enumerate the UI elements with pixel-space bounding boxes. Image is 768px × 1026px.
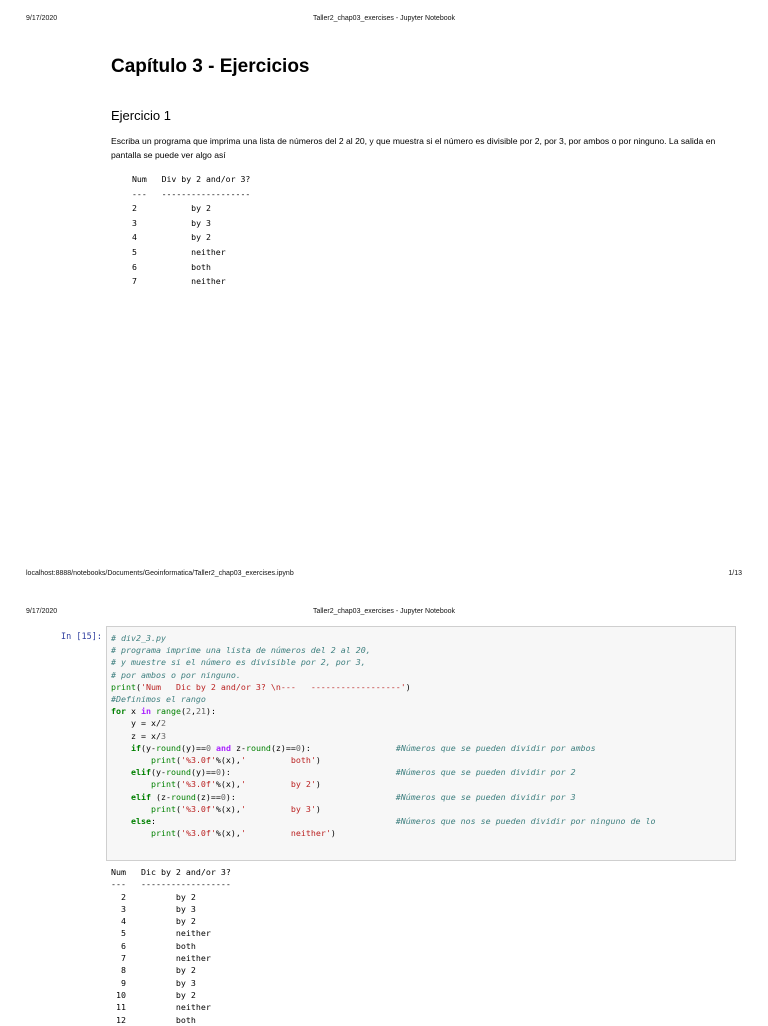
exercise-heading: Ejercicio 1 [111,108,171,123]
code-line: print('Num Dic by 2 and/or 3? \n--- ------------------') [111,681,411,692]
code-line: elif(y-round(y)==0): #Números que se pueden dividir por 2 [130,767,576,778]
code-line: # div2_3.py [111,633,166,643]
code-line: elif (z-round(z)==0): #Números que se pueden dividir por 3 [130,791,576,802]
print-url: localhost:8888/notebooks/Documents/Geoinformatica/Taller2_chap03_exercises.ipynb [26,570,294,577]
code-cell[interactable] [106,626,736,861]
code-line: # por ambos o por ninguno. [111,669,241,680]
page-number: 1/13 [728,570,742,577]
code-line: print('%3.0f'%(x),' neither') [150,828,336,839]
code-line: print('%3.0f'%(x),' by 2') [150,779,321,790]
example-output: Num Div by 2 and/or 3? --- ------------------ 2 by 2 3 by 3 4 by 2 5 neither 6 both 7 neither [132,174,251,287]
code-editor[interactable] [111,632,655,839]
code-line: for x in range(2,21): [111,706,216,717]
cell-prompt: In [15]: [61,632,102,642]
print-date: 9/17/2020 [26,15,58,22]
cell-output: Num Dic by 2 and/or 3? --- ------------------ 2 by 2 3 by 3 4 by 2 5 neither 6 both 7 neither 8 by 2 9 by 3 10 by 2 11 neither 12 both [111,867,231,1025]
code-line: if(y-round(y)==0 and z-round(z)==0): #Números que se pueden dividir por ambos [130,742,596,753]
code-line: print('%3.0f'%(x),' both') [150,755,321,766]
code-line: y = x/2 [111,718,166,729]
code-line: else: #Números que nos se pueden dividir por ninguno de lo [130,816,656,827]
code-line: # y muestre si el número es divisible por 2, por 3, [111,657,366,668]
code-line: z = x/3 [111,730,166,741]
code-line: print('%3.0f'%(x),' by 3') [150,803,321,814]
print-title: Taller2_chap03_exercises - Jupyter Notebook [312,15,456,22]
code-line: # programa imprime una lista de números del 2 al 20, [111,645,371,656]
print-title: Taller2_chap03_exercises - Jupyter Notebook [312,608,456,615]
code-line: #Definimos el rango [111,694,206,705]
page-title: Capítulo 3 - Ejercicios [111,56,310,77]
exercise-description: Escriba un programa que imprima una lista de números del 2 al 20, y que muestra si el número es divisible por 2, por 3, por ambos o por ninguno. La salida en pantalla se puede ver algo así [111,136,716,160]
print-date: 9/17/2020 [26,608,58,615]
